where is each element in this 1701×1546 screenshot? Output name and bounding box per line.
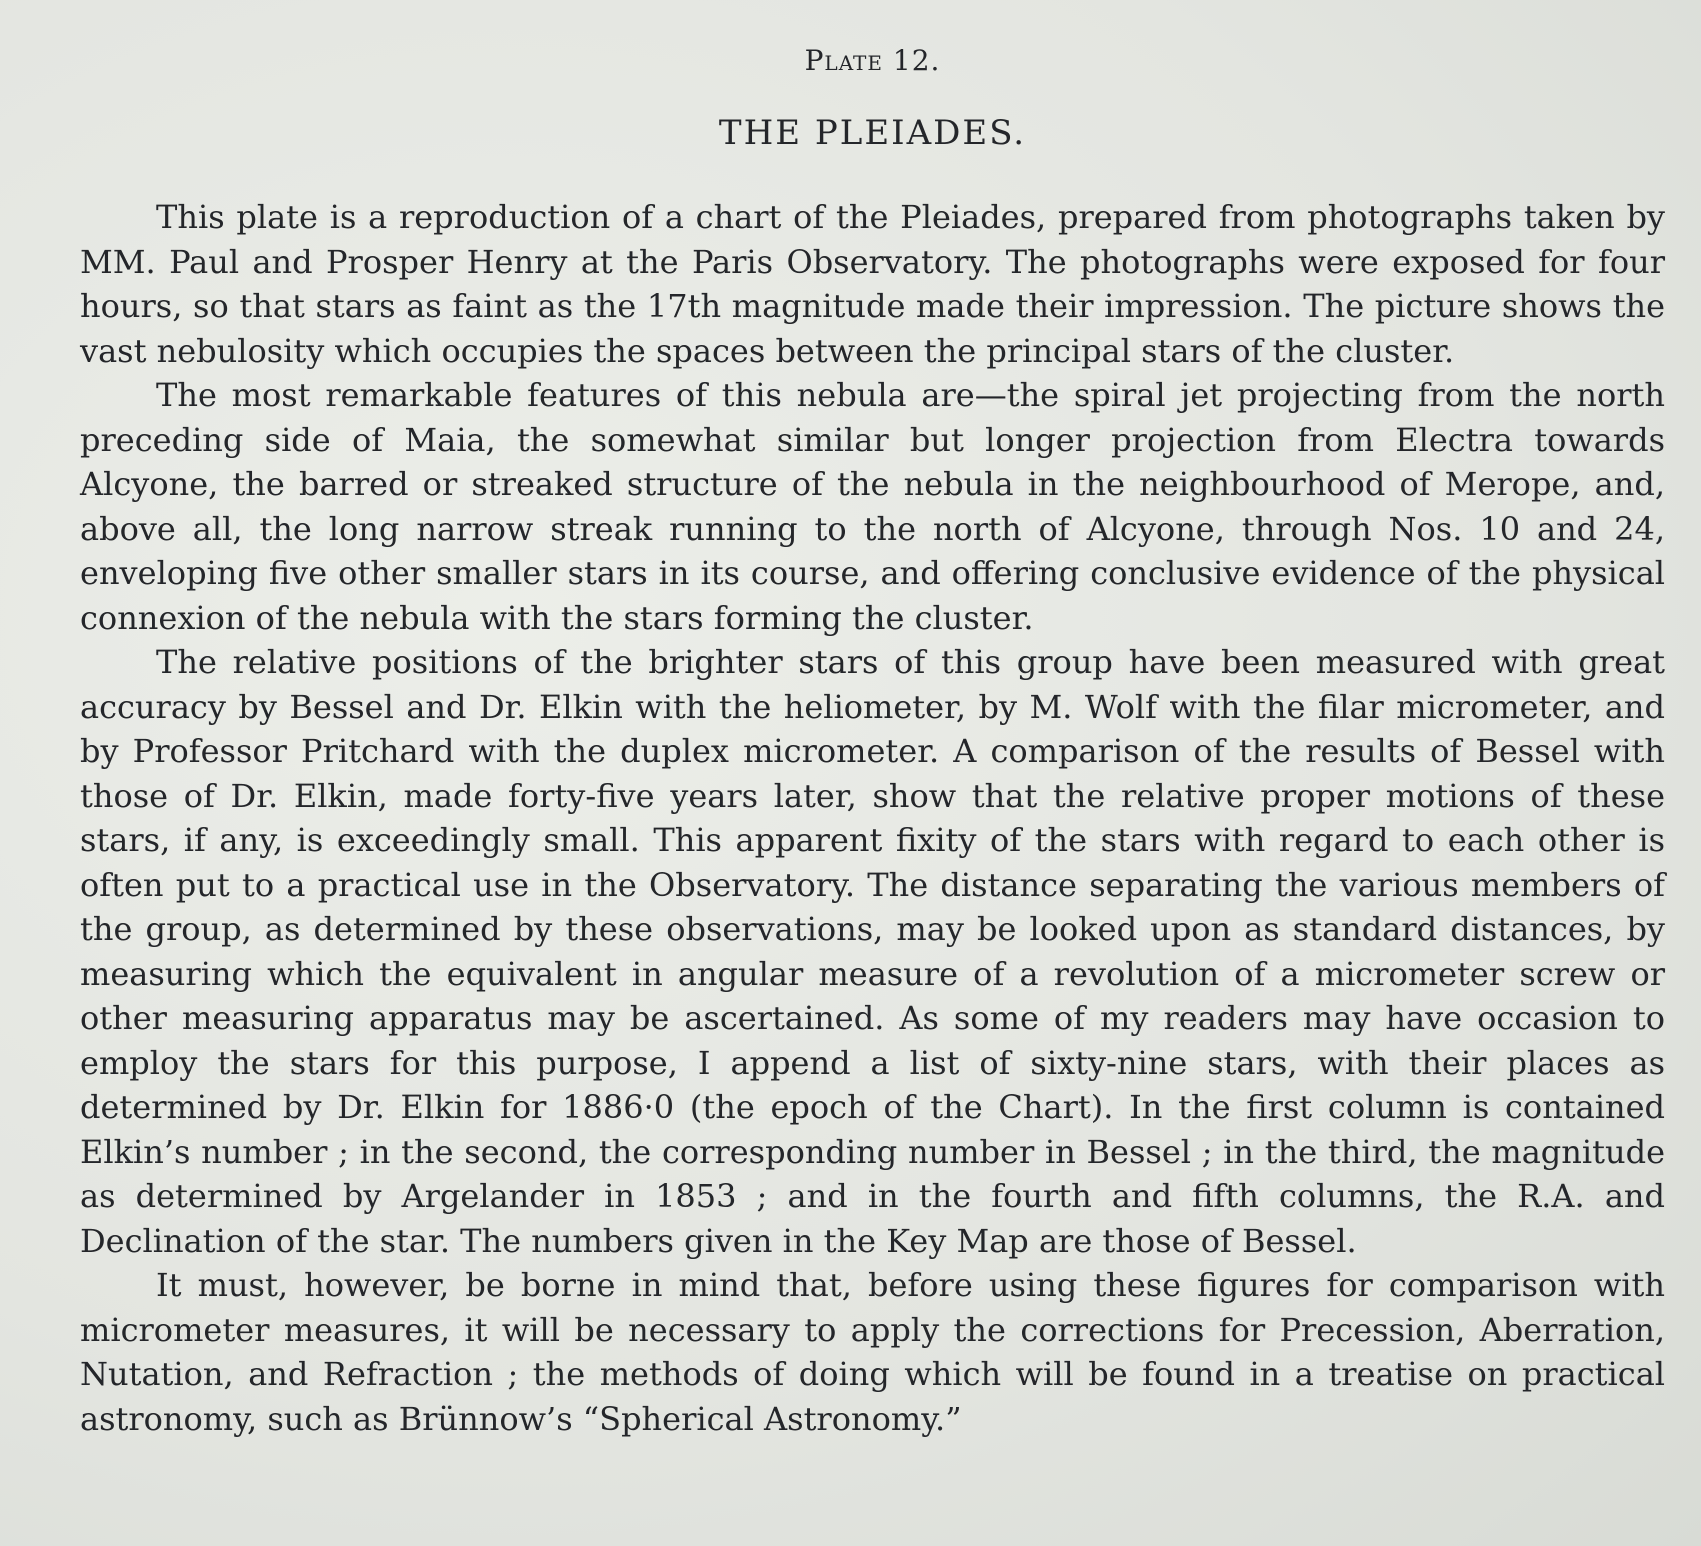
page-title: THE PLEIADES. — [718, 113, 1027, 153]
paragraph-intro: This plate is a reproduction of a chart of the Pleiades, prepared from photographs taken by MM. Paul and Prosper Henry at the Paris Observatory. The photographs were exposed for four hours, so that stars as faint as the 17th magnitude made their impression. The picture shows the vast nebulosity which occupies the spaces between the principal stars of the cluster. — [80, 198, 1665, 370]
body-text — [80, 195, 1665, 1441]
plate-label: Plate 12. — [804, 44, 941, 77]
paragraph-star-positions: The relative positions of the brighter stars of this group have been measured with great accuracy by Bessel and Dr. Elkin with the heliometer, by M. Wolf with the filar micrometer, and by Professor Pritchard with the duplex micrometer. A comparison of the results of Bessel with those of Dr. Elkin, made forty-five years later, show that the relative proper motions of these stars, if any, is exceedingly small. This apparent fixity of the stars with regard to each other is often put to a practical use in the Observatory. The distance separating the various members of the group, as determined by these observations, may be looked upon as standard distances, by measuring which the equivalent in angular measure of a revolution of a micrometer screw or other measuring apparatus may be ascertained. As some of my readers may have occasion to employ the stars for this purpose, I append a list of sixty-nine stars, with their places as determined by Dr. Elkin for 1886·0 (the epoch of the Chart). In the first column is contained Elkin’s number ; in the second, the corresponding number in Bessel ; in the third, the magnitude as determined by Argelander in 1853 ; and in the fourth and fifth columns, the R.A. and Declination of the star. The numbers given in the Key Map are those of Bessel. — [80, 643, 1665, 1260]
paragraph-corrections: It must, however, be borne in mind that, before using these figures for comparison with micrometer measures, it will be necessary to apply the corrections for Precession, Aberration, Nutation, and Refraction ; the methods of doing which will be found in a treatise on practical astronomy, such as Brünnow’s “Spherical Astronomy.” — [80, 1266, 1665, 1438]
paragraph-nebula-features: The most remarkable features of this nebula are—the spiral jet projecting from the north preceding side of Maia, the somewhat similar but longer projection from Electra towards Alcyone, the barred or streaked structure of the nebula in the neighbourhood of Merope, and, above all, the long narrow streak running to the north of Alcyone, through Nos. 10 and 24, enveloping five other smaller stars in its course, and offering conclusive evidence of the physical connexion of the nebula with the stars forming the cluster. — [80, 376, 1665, 637]
